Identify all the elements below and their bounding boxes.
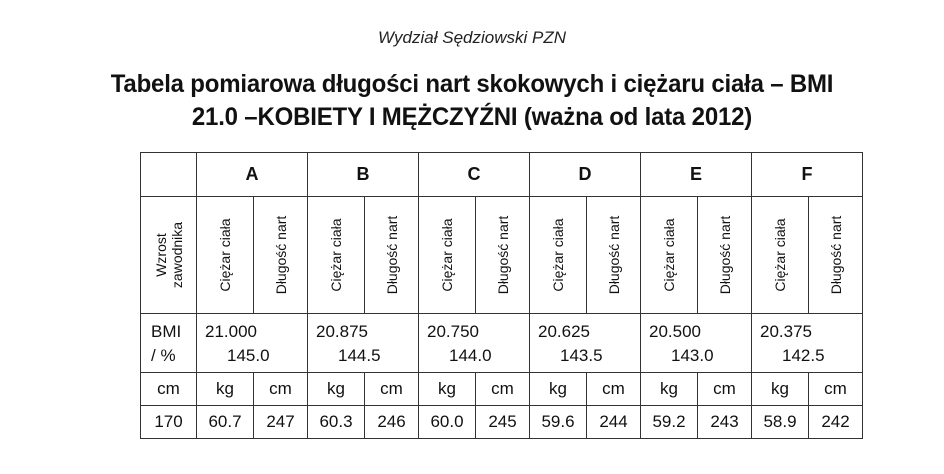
measurement-table [140,152,863,439]
percent-value: 142.5 [782,346,825,365]
height-header-label: Wzrost zawodnika [152,221,185,289]
unit-length: cm [254,373,308,406]
units-row [141,373,863,406]
unit-weight: kg [752,373,809,406]
bmi-value: 20.500 [649,322,701,341]
group-letter: C [419,153,530,197]
group-letter-row [141,153,863,197]
height-value: 170 [141,406,197,439]
height-header-cell [141,197,197,314]
length-header-cell [254,197,308,314]
length-value: 245 [476,406,530,439]
bmi-group-cell [641,314,752,373]
length-header-label: Długość nart [716,215,733,295]
unit-weight: kg [530,373,587,406]
weight-header-label: Ciężar ciała [772,218,789,292]
weight-value: 58.9 [752,406,809,439]
unit-weight: kg [419,373,476,406]
unit-weight: kg [197,373,254,406]
unit-length: cm [476,373,530,406]
bmi-value: 20.625 [538,322,590,341]
bmi-value: 20.750 [427,322,479,341]
length-header-label: Długość nart [605,215,622,295]
length-value: 246 [365,406,419,439]
length-value: 247 [254,406,308,439]
length-value: 244 [587,406,641,439]
weight-header-label: Ciężar ciała [439,218,455,292]
group-letter: B [308,153,419,197]
organization-header: Wydział Sędziowski PZN [378,28,566,47]
length-value: 242 [809,406,863,439]
corner-cell [141,153,197,197]
unit-weight: kg [641,373,698,406]
percent-value: 145.0 [227,346,270,365]
length-header-label: Długość nart [272,215,289,295]
group-letter: F [752,153,863,197]
weight-value: 60.3 [308,406,365,439]
weight-header-cell [530,197,587,314]
bmi-group-cell [752,314,863,373]
percent-value: 144.0 [449,346,492,365]
bmi-group-cell [419,314,530,373]
weight-header-cell [641,197,698,314]
weight-header-label: Ciężar ciała [550,218,566,292]
length-header-label: Długość nart [827,215,844,295]
unit-length: cm [587,373,641,406]
length-header-cell [809,197,863,314]
unit-height: cm [141,373,197,406]
weight-header-label: Ciężar ciała [661,218,677,292]
weight-header-cell [752,197,809,314]
percent-value: 143.0 [671,346,714,365]
weight-value: 60.0 [419,406,476,439]
weight-header-cell [308,197,365,314]
bmi-value: 21.000 [205,322,257,341]
table-row [141,406,863,439]
length-header-label: Długość nart [494,215,511,295]
group-letter: D [530,153,641,197]
bmi-group-cell [530,314,641,373]
length-header-cell [698,197,752,314]
title-line-1: Tabela pomiarowa długości nart skokowych i ciężaru ciała – BMI [110,70,834,98]
bmi-value: 20.375 [760,322,813,341]
length-header-cell [587,197,641,314]
page-title [19,68,925,134]
weight-value: 59.6 [530,406,587,439]
weight-value: 59.2 [641,406,698,439]
unit-length: cm [365,373,419,406]
bmi-group-cell [308,314,419,373]
title-line-2: 21.0 –KOBIETY I MĘŻCZYŹNI (ważna od lata 2012) [191,103,753,131]
percent-label: / % [151,346,176,365]
weight-header-cell [197,197,254,314]
length-value: 243 [698,406,752,439]
weight-header-label: Ciężar ciała [217,218,233,292]
length-header-cell [365,197,419,314]
unit-weight: kg [308,373,365,406]
bmi-label-cell [141,314,197,373]
column-header-row [141,197,863,314]
weight-header-label: Ciężar ciała [328,218,344,292]
length-header-cell [476,197,530,314]
weight-header-cell [419,197,476,314]
group-letter: A [197,153,308,197]
bmi-row [141,314,863,373]
unit-length: cm [698,373,752,406]
unit-length: cm [809,373,863,406]
weight-value: 60.7 [197,406,254,439]
length-header-label: Długość nart [383,215,400,295]
percent-value: 143.5 [560,346,603,365]
bmi-value: 20.875 [316,322,368,341]
bmi-label: BMI [151,322,182,341]
group-letter: E [641,153,752,197]
bmi-group-cell [197,314,308,373]
table-body [141,153,863,439]
percent-value: 144.5 [338,346,381,365]
